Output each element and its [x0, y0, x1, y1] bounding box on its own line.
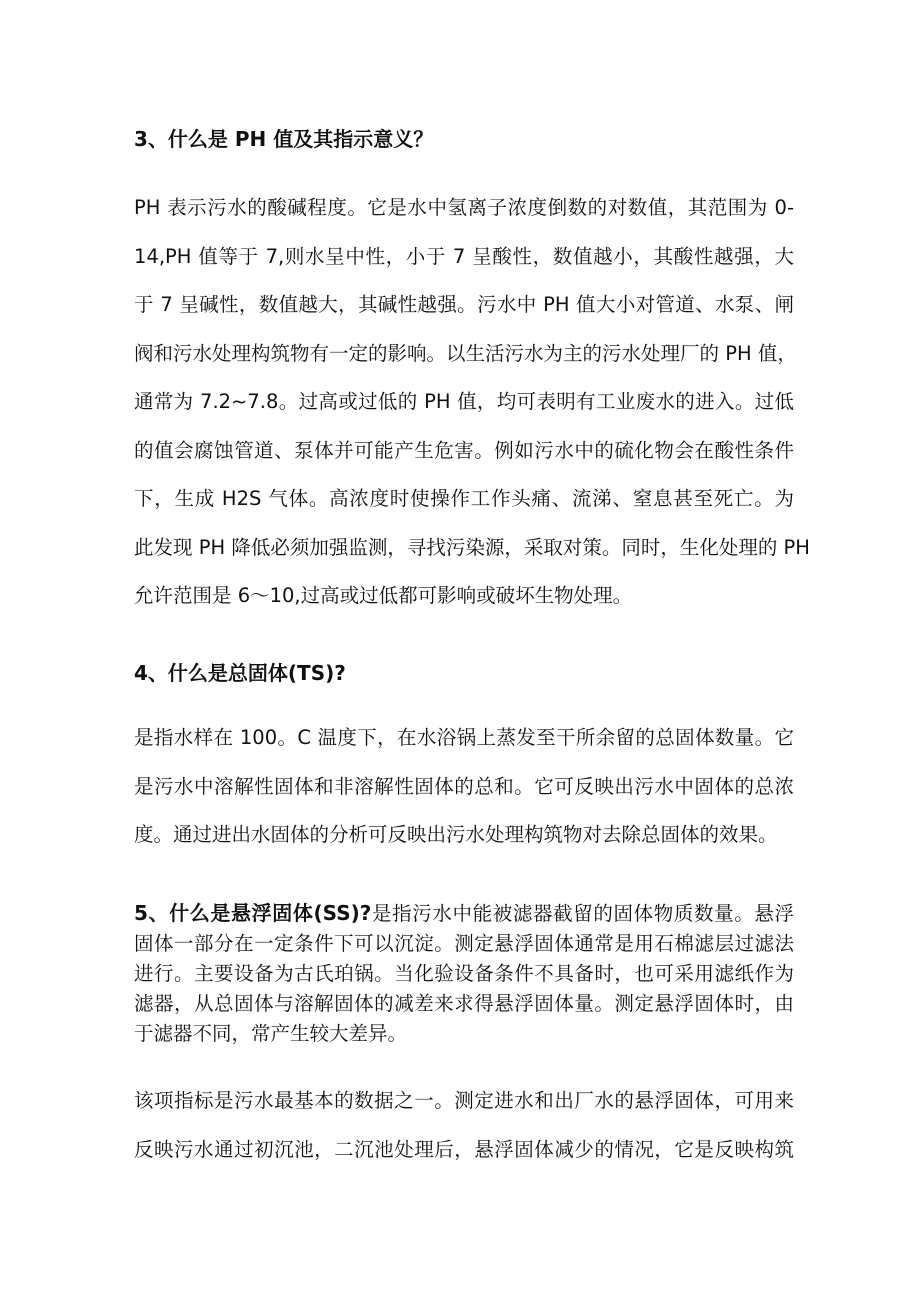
section-4-body	[134, 714, 794, 860]
body-line: 度。通过进出水固体的分析可反映出污水处理构筑物对去除总固体的效果。	[134, 823, 778, 846]
body-line: 的值会腐蚀管道、泵体并可能产生危害。例如污水中的硫化物会在酸性条件	[134, 438, 794, 462]
section-5-heading: 5、什么是悬浮固体(SS)?	[134, 901, 372, 925]
body-line: 14,PH 值等于 7,则水呈中性，小于 7 呈酸性，数值越小，其酸性越强，大	[134, 244, 794, 268]
body-line: 于滤器不同，常产生较大差异。	[134, 1022, 408, 1045]
body-line: 固体一部分在一定条件下可以沉淀。测定悬浮固体通常是用石棉滤层过滤法	[134, 932, 794, 955]
body-line: 滤器，从总固体与溶解固体的减差来求得悬浮固体量。测定悬浮固体时，由	[134, 992, 794, 1015]
body-line: 于 7 呈碱性，数值越大，其碱性越强。污水中 PH 值大小对管道、水泵、闸	[134, 293, 794, 316]
body-line: 此发现 PH 降低必须加强监测，寻找污染源，采取对策。同时，生化处理的 PH	[134, 535, 810, 559]
body-line: 进行。主要设备为古氏珀锅。当化验设备条件不具备时，也可采用滤纸作为	[134, 962, 794, 985]
ss-significance-body	[134, 1077, 794, 1174]
body-line: 允许范围是 6～10,过高或过低都可影响或破坏生物处理。	[134, 584, 633, 607]
section-5-body	[134, 898, 794, 1049]
body-line: 是污水中溶解性固体和非溶解性固体的总和。它可反映出污水中固体的总浓	[134, 774, 794, 798]
body-line: 通常为 7.2~7.8。过高或过低的 PH 值，均可表明有工业废水的进入。过低	[134, 390, 794, 413]
body-line-text: 是指污水中能被滤器截留的固体物质数量。悬浮	[371, 902, 794, 925]
section-3-heading: 3、什么是 PH 值及其指示意义？	[134, 127, 434, 151]
section-4-heading: 4、什么是总固体(TS)?	[134, 661, 346, 685]
section-3-body	[134, 184, 810, 621]
body-line: PH 表示污水的酸碱程度。它是水中氢离子浓度倒数的对数值，其范围为 0-	[134, 196, 794, 219]
body-line-with-heading	[134, 898, 794, 929]
body-line: 阀和污水处理构筑物有一定的影响。以生活污水为主的污水处理厂的 PH 值，	[134, 341, 797, 365]
body-line: 反映污水通过初沉池，二沉池处理后，悬浮固体减少的情况，它是反映构筑	[134, 1137, 794, 1161]
body-line: 是指水样在 100。C 温度下，在水浴锅上蒸发至干所余留的总固体数量。它	[134, 726, 794, 749]
body-line: 下，生成 H2S 气体。高浓度时使操作工作头痛、流涕、窒息甚至死亡。为	[134, 487, 794, 510]
body-line: 该项指标是污水最基本的数据之一。测定进水和出厂水的悬浮固体，可用来	[134, 1089, 794, 1112]
